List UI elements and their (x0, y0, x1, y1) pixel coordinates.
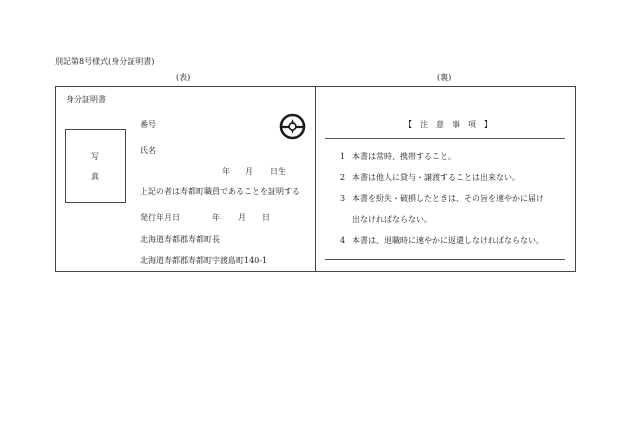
birth-day: 日生 (270, 167, 286, 176)
note-number-4: 4 (340, 236, 346, 245)
note-number-2: 2 (340, 173, 346, 182)
issuer: 北海道寿都郡寿都町長 (140, 235, 220, 244)
photo-label-1: 写 (91, 152, 99, 161)
note-text-4: 本書は、退職時に速やかに返還しなければならない。 (352, 236, 544, 245)
certify-text: 上記の者は寿都町職員であることを証明する (140, 187, 300, 196)
issue-date-label: 発行年月日 (140, 213, 180, 222)
birth-month: 月 (245, 167, 253, 176)
note-text-3-continued: 出なければならない。 (352, 215, 432, 224)
note-number-1: 1 (340, 152, 346, 161)
notes-bottom-rule (325, 259, 565, 260)
photo-box (65, 129, 126, 203)
note-text-3: 本書を紛失・破損したときは、その旨を速やかに届け (352, 194, 544, 203)
name-label: 氏名 (140, 146, 156, 155)
notes-top-rule (325, 138, 565, 139)
birth-year: 年 (222, 167, 230, 176)
front-label: (表) (176, 73, 191, 82)
back-label: (裏) (437, 73, 452, 82)
card-title: 身分証明書 (66, 95, 106, 104)
card-divider (315, 86, 316, 272)
notes-title: 【 注 意 事 項 】 (404, 120, 492, 129)
form-title: 別記第8号様式(身分証明書) (55, 57, 155, 66)
town-emblem-icon (279, 113, 306, 140)
note-number-3: 3 (340, 194, 346, 203)
issue-year: 年 (212, 213, 220, 222)
issuer-address: 北海道寿都郡寿都町字渡島町140-1 (140, 256, 268, 265)
note-text-1: 本書は常時、携帯すること。 (352, 152, 456, 161)
number-label: 番号 (140, 120, 156, 129)
issue-month: 月 (238, 213, 246, 222)
note-text-2: 本書は他人に貸与・譲渡することは出来ない。 (352, 173, 520, 182)
photo-label-2: 真 (91, 172, 99, 181)
issue-day: 日 (262, 213, 270, 222)
